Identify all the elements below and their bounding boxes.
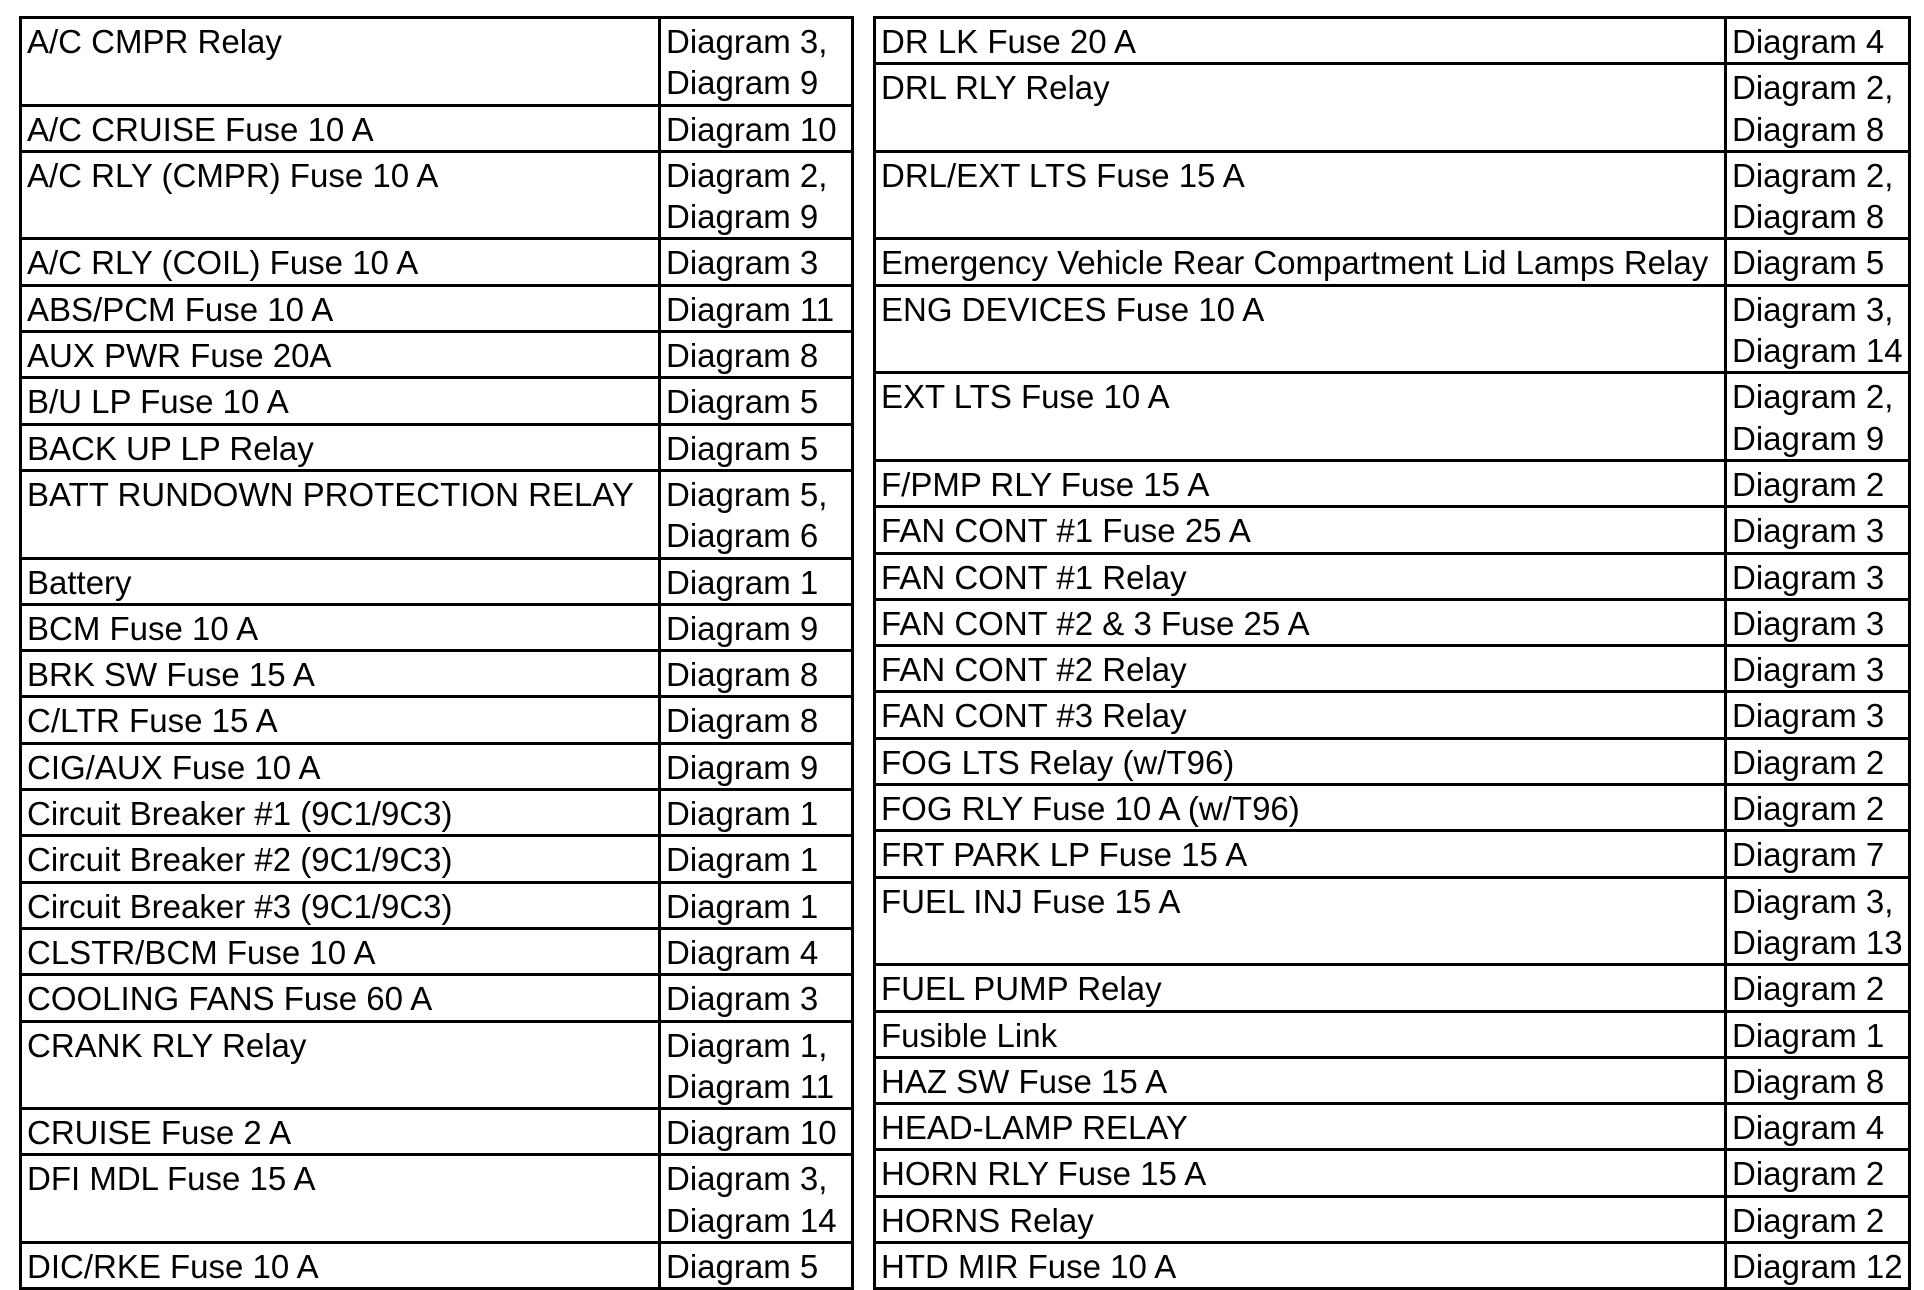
table-row — [21, 928, 853, 974]
diagram-reference: Diagram 8 — [1732, 198, 1885, 236]
diagram-reference-cell — [660, 558, 853, 604]
table-row — [21, 1021, 853, 1109]
diagram-reference-cell — [660, 928, 853, 974]
diagram-reference-cell — [1726, 1150, 1910, 1196]
diagram-reference-cell — [1726, 64, 1910, 152]
diagram-reference: Diagram 2 — [1732, 1201, 1885, 1239]
diagram-reference: Diagram 14 — [1732, 332, 1903, 370]
component-name-cell: DR LK Fuse 20 A — [875, 18, 1726, 64]
component-name-cell: Circuit Breaker #2 (9C1/9C3) — [21, 836, 660, 882]
table-row — [875, 1150, 1910, 1196]
table-row — [21, 285, 853, 331]
diagram-reference: Diagram 3, — [1732, 290, 1894, 328]
diagram-reference: Diagram 2 — [1732, 465, 1885, 503]
table-row — [21, 836, 853, 882]
component-name-cell: Circuit Breaker #1 (9C1/9C3) — [21, 790, 660, 836]
diagram-reference: Diagram 8 — [666, 337, 819, 375]
table-row — [21, 604, 853, 650]
diagram-reference: Diagram 8 — [1732, 110, 1885, 148]
diagram-reference: Diagram 10 — [666, 1114, 837, 1152]
diagram-reference-cell — [660, 697, 853, 743]
diagram-reference-cell — [1726, 1104, 1910, 1150]
component-name-cell: ABS/PCM Fuse 10 A — [21, 285, 660, 331]
component-name-cell: HEAD-LAMP RELAY — [875, 1104, 1726, 1150]
diagram-reference: Diagram 2, — [1732, 378, 1894, 416]
component-name-cell: FAN CONT #2 & 3 Fuse 25 A — [875, 599, 1726, 645]
component-name-cell: COOLING FANS Fuse 60 A — [21, 975, 660, 1021]
component-name-cell: Fusible Link — [875, 1011, 1726, 1057]
diagram-reference: Diagram 8 — [666, 656, 819, 694]
diagram-reference-cell — [660, 975, 853, 1021]
diagram-reference: Diagram 6 — [666, 517, 819, 555]
diagram-reference-cell — [1726, 877, 1910, 965]
diagram-reference-cell — [660, 836, 853, 882]
diagram-reference: Diagram 9 — [1732, 419, 1885, 457]
component-name-cell: A/C RLY (COIL) Fuse 10 A — [21, 239, 660, 285]
diagram-reference: Diagram 5 — [666, 429, 819, 467]
diagram-reference: Diagram 2 — [1732, 1155, 1885, 1193]
diagram-reference: Diagram 2 — [1732, 970, 1885, 1008]
diagram-reference-cell — [660, 151, 853, 239]
component-name-cell: HORN RLY Fuse 15 A — [875, 1150, 1726, 1196]
component-name-cell: Circuit Breaker #3 (9C1/9C3) — [21, 882, 660, 928]
table-row — [875, 64, 1910, 152]
component-name-cell: FUEL PUMP Relay — [875, 965, 1726, 1011]
table-row — [21, 378, 853, 424]
column-divider — [851, 16, 873, 1171]
component-name-cell: ENG DEVICES Fuse 10 A — [875, 285, 1726, 373]
diagram-reference-cell — [660, 332, 853, 378]
component-name-cell: FAN CONT #1 Fuse 25 A — [875, 507, 1726, 553]
component-name-cell: CLSTR/BCM Fuse 10 A — [21, 928, 660, 974]
table-row — [21, 332, 853, 378]
component-name-cell: FRT PARK LP Fuse 15 A — [875, 831, 1726, 877]
table-row — [875, 738, 1910, 784]
diagram-reference: Diagram 3 — [666, 980, 819, 1018]
diagram-reference: Diagram 3 — [666, 244, 819, 282]
component-name-cell: BACK UP LP Relay — [21, 424, 660, 470]
diagram-reference: Diagram 8 — [666, 702, 819, 740]
component-name-cell: FAN CONT #3 Relay — [875, 692, 1726, 738]
table-row — [21, 790, 853, 836]
diagram-reference: Diagram 3 — [1732, 697, 1885, 735]
component-name-cell: FAN CONT #1 Relay — [875, 553, 1726, 599]
diagram-reference: Diagram 9 — [666, 748, 819, 786]
diagram-reference-cell — [1726, 373, 1910, 461]
diagram-reference-cell — [660, 790, 853, 836]
diagram-reference-cell — [1726, 285, 1910, 373]
diagram-reference-cell — [660, 378, 853, 424]
diagram-reference: Diagram 4 — [666, 933, 819, 971]
diagram-reference: Diagram 3 — [1732, 512, 1885, 550]
diagram-reference-cell — [1726, 831, 1910, 877]
component-name-cell: DRL RLY Relay — [875, 64, 1726, 152]
component-name-cell: FUEL INJ Fuse 15 A — [875, 877, 1726, 965]
diagram-reference: Diagram 12 — [1732, 1248, 1903, 1286]
diagram-reference-cell — [660, 470, 853, 558]
table-row — [21, 697, 853, 743]
table-row — [21, 424, 853, 470]
diagram-reference: Diagram 1 — [666, 887, 819, 925]
diagram-reference-cell — [1726, 18, 1910, 64]
diagram-reference: Diagram 5, — [666, 475, 828, 513]
diagram-reference: Diagram 9 — [666, 609, 819, 647]
diagram-reference-cell — [1726, 738, 1910, 784]
table-row — [875, 553, 1910, 599]
table-row — [875, 151, 1910, 239]
diagram-reference: Diagram 3, — [666, 1160, 828, 1198]
table-row — [21, 558, 853, 604]
table-row — [21, 651, 853, 697]
table-row — [875, 646, 1910, 692]
component-name-cell: BATT RUNDOWN PROTECTION RELAY — [21, 470, 660, 558]
diagram-reference: Diagram 11 — [666, 290, 835, 328]
diagram-reference-cell — [1726, 1196, 1910, 1242]
component-name-cell: EXT LTS Fuse 10 A — [875, 373, 1726, 461]
diagram-reference-cell — [1726, 692, 1910, 738]
diagram-reference-cell — [1726, 239, 1910, 285]
table-row — [875, 785, 1910, 831]
diagram-reference: Diagram 14 — [666, 1201, 837, 1239]
diagram-reference-cell — [660, 18, 853, 106]
component-name-cell: Battery — [21, 558, 660, 604]
diagram-reference-cell — [660, 651, 853, 697]
diagram-reference: Diagram 2, — [666, 156, 828, 194]
component-name-cell: HTD MIR Fuse 10 A — [875, 1243, 1726, 1289]
diagram-reference: Diagram 3 — [1732, 604, 1885, 642]
diagram-reference: Diagram 2, — [1732, 69, 1894, 107]
diagram-reference-cell — [660, 105, 853, 151]
component-name-cell: DIC/RKE Fuse 10 A — [21, 1243, 660, 1289]
table-row — [875, 692, 1910, 738]
component-name-cell: HORNS Relay — [875, 1196, 1726, 1242]
diagram-reference-cell — [660, 1021, 853, 1109]
diagram-reference: Diagram 1 — [666, 795, 819, 833]
diagram-reference: Diagram 8 — [1732, 1062, 1885, 1100]
table-row — [21, 151, 853, 239]
diagram-reference: Diagram 3, — [1732, 882, 1894, 920]
component-name-cell: FOG LTS Relay (w/T96) — [875, 738, 1726, 784]
component-name-cell: C/LTR Fuse 15 A — [21, 697, 660, 743]
diagram-reference: Diagram 5 — [1732, 244, 1885, 282]
table-row — [875, 507, 1910, 553]
table-row — [875, 18, 1910, 64]
diagram-reference: Diagram 3 — [1732, 558, 1885, 596]
component-name-cell: DFI MDL Fuse 15 A — [21, 1155, 660, 1243]
diagram-reference: Diagram 3 — [1732, 651, 1885, 689]
component-name-cell: FOG RLY Fuse 10 A (w/T96) — [875, 785, 1726, 831]
diagram-reference: Diagram 1, — [666, 1026, 828, 1064]
diagram-reference-cell — [1726, 507, 1910, 553]
table-row — [875, 831, 1910, 877]
table-row — [875, 285, 1910, 373]
diagram-reference-cell — [660, 1109, 853, 1155]
table-row — [21, 743, 853, 789]
component-name-cell: A/C CRUISE Fuse 10 A — [21, 105, 660, 151]
diagram-reference-cell — [1726, 1057, 1910, 1103]
diagram-reference-cell — [660, 604, 853, 650]
table-row — [875, 599, 1910, 645]
component-name-cell: FAN CONT #2 Relay — [875, 646, 1726, 692]
diagram-reference: Diagram 5 — [666, 1248, 819, 1286]
diagram-reference: Diagram 9 — [666, 198, 819, 236]
table-row — [21, 1109, 853, 1155]
diagram-reference: Diagram 4 — [1732, 23, 1885, 60]
diagram-reference-cell — [660, 882, 853, 928]
component-name-cell: BRK SW Fuse 15 A — [21, 651, 660, 697]
component-name-cell: Emergency Vehicle Rear Compartment Lid Lamps Relay — [875, 239, 1726, 285]
table-row — [21, 1243, 853, 1289]
diagram-reference-cell — [660, 239, 853, 285]
table-row — [875, 1243, 1910, 1289]
table-row — [21, 239, 853, 285]
diagram-reference: Diagram 13 — [1732, 923, 1903, 961]
diagram-reference: Diagram 9 — [666, 64, 819, 102]
component-name-cell: A/C RLY (CMPR) Fuse 10 A — [21, 151, 660, 239]
table-row — [875, 1196, 1910, 1242]
table-row — [875, 460, 1910, 506]
table-row — [21, 18, 853, 106]
diagram-reference-cell — [1726, 553, 1910, 599]
diagram-reference: Diagram 11 — [666, 1067, 835, 1105]
table-row — [21, 105, 853, 151]
diagram-reference-cell — [660, 1155, 853, 1243]
component-name-cell: AUX PWR Fuse 20A — [21, 332, 660, 378]
diagram-reference-cell — [1726, 460, 1910, 506]
diagram-reference-cell — [660, 424, 853, 470]
diagram-reference: Diagram 2, — [1732, 156, 1894, 194]
component-name-cell: CIG/AUX Fuse 10 A — [21, 743, 660, 789]
diagram-reference-cell — [1726, 1243, 1910, 1289]
table-row — [21, 882, 853, 928]
diagram-reference-cell — [1726, 785, 1910, 831]
diagram-reference-cell — [660, 285, 853, 331]
component-name-cell: BCM Fuse 10 A — [21, 604, 660, 650]
diagram-reference-cell — [1726, 646, 1910, 692]
table-row — [875, 1104, 1910, 1150]
component-name-cell: CRANK RLY Relay — [21, 1021, 660, 1109]
diagram-reference: Diagram 7 — [1732, 836, 1885, 874]
diagram-reference: Diagram 1 — [666, 563, 819, 601]
component-name-cell: HAZ SW Fuse 15 A — [875, 1057, 1726, 1103]
diagram-reference: Diagram 3, — [666, 23, 828, 60]
table-row — [21, 975, 853, 1021]
diagram-reference-cell — [1726, 599, 1910, 645]
table-row — [875, 239, 1910, 285]
diagram-reference: Diagram 10 — [666, 110, 837, 148]
table-row — [21, 1155, 853, 1243]
component-name-cell: A/C CMPR Relay — [21, 18, 660, 106]
component-name-cell: B/U LP Fuse 10 A — [21, 378, 660, 424]
diagram-reference-cell — [660, 1243, 853, 1289]
table-row — [875, 1011, 1910, 1057]
diagram-reference-cell — [660, 743, 853, 789]
diagram-reference-cell — [1726, 1011, 1910, 1057]
component-table-left — [19, 16, 854, 1290]
diagram-reference: Diagram 1 — [666, 841, 819, 879]
diagram-reference: Diagram 2 — [1732, 743, 1885, 781]
component-name-cell: F/PMP RLY Fuse 15 A — [875, 460, 1726, 506]
diagram-reference-cell — [1726, 965, 1910, 1011]
component-name-cell: CRUISE Fuse 2 A — [21, 1109, 660, 1155]
diagram-reference-cell — [1726, 151, 1910, 239]
table-row — [875, 1057, 1910, 1103]
diagram-reference: Diagram 2 — [1732, 790, 1885, 828]
diagram-reference: Diagram 1 — [1732, 1016, 1885, 1054]
component-name-cell: DRL/EXT LTS Fuse 15 A — [875, 151, 1726, 239]
table-row — [875, 877, 1910, 965]
table-row — [875, 373, 1910, 461]
table-row — [21, 470, 853, 558]
table-row — [875, 965, 1910, 1011]
component-table-right — [873, 16, 1911, 1290]
diagram-reference: Diagram 4 — [1732, 1109, 1885, 1147]
diagram-reference: Diagram 5 — [666, 383, 819, 421]
